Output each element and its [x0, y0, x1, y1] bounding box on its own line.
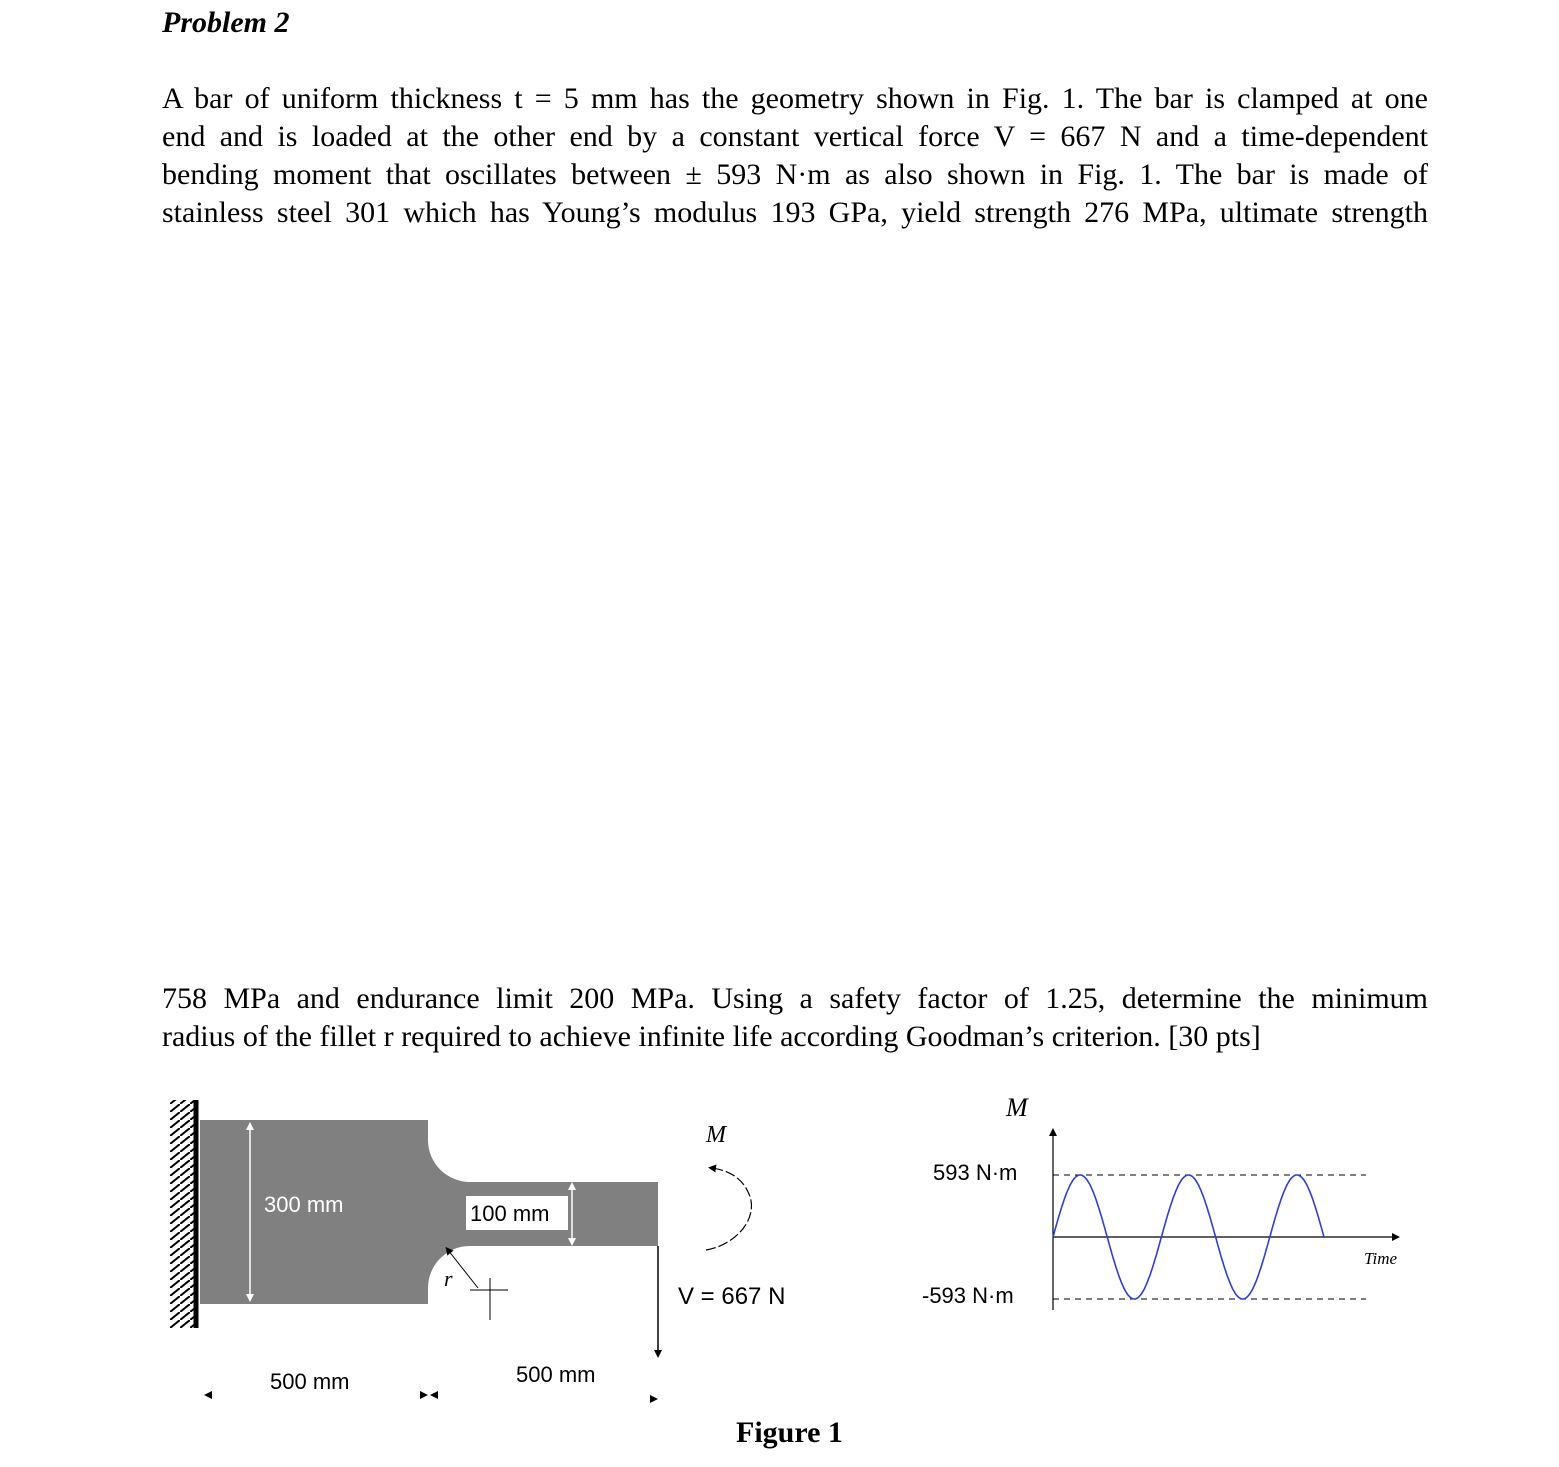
height-large-label: 300 mm	[264, 1192, 344, 1217]
paragraph-line: A bar of uniform thickness t = 5 mm has the geometry shown in Fig. 1. The bar is clamped at one	[162, 82, 1428, 115]
paragraph-line: stainless steel 301 which has Young’s modulus 193 GPa, yield strength 276 MPa, ultimate strength	[162, 196, 1428, 229]
paragraph-line: bending moment that oscillates between ± 593 N·m as also shown in Fig. 1. The bar is made of	[162, 158, 1428, 191]
clamped-wall	[170, 1100, 196, 1328]
figure-caption: Figure 1	[736, 1416, 843, 1449]
paragraph-line: end and is loaded at the other end by a constant vertical force V = 667 N and a time-dependent	[162, 120, 1428, 153]
height-small-label: 100 mm	[470, 1201, 550, 1226]
moment-time-plot	[1053, 1132, 1396, 1310]
force-label: V = 667 N	[678, 1283, 786, 1310]
fillet-label: r	[444, 1266, 453, 1291]
plot-min-label: -593 N·m	[922, 1283, 1014, 1308]
length-left-label: 500 mm	[270, 1369, 350, 1394]
plot-y-axis-label: M	[1006, 1093, 1028, 1122]
problem-title: Problem 2	[162, 6, 290, 39]
fillet-radius-marker	[448, 1250, 508, 1320]
plot-max-label: 593 N·m	[933, 1160, 1018, 1185]
paragraph-line: radius of the fillet r required to achieve infinite life according Goodman’s criterion. [30 pts]	[162, 1020, 1261, 1053]
paragraph-line: 758 MPa and endurance limit 200 MPa. Using a safety factor of 1.25, determine the minimum	[162, 982, 1428, 1015]
moment-label: M	[706, 1122, 726, 1148]
moment-arrow	[706, 1168, 752, 1250]
plot-x-axis-label: Time	[1364, 1249, 1398, 1268]
length-right-label: 500 mm	[516, 1362, 596, 1387]
